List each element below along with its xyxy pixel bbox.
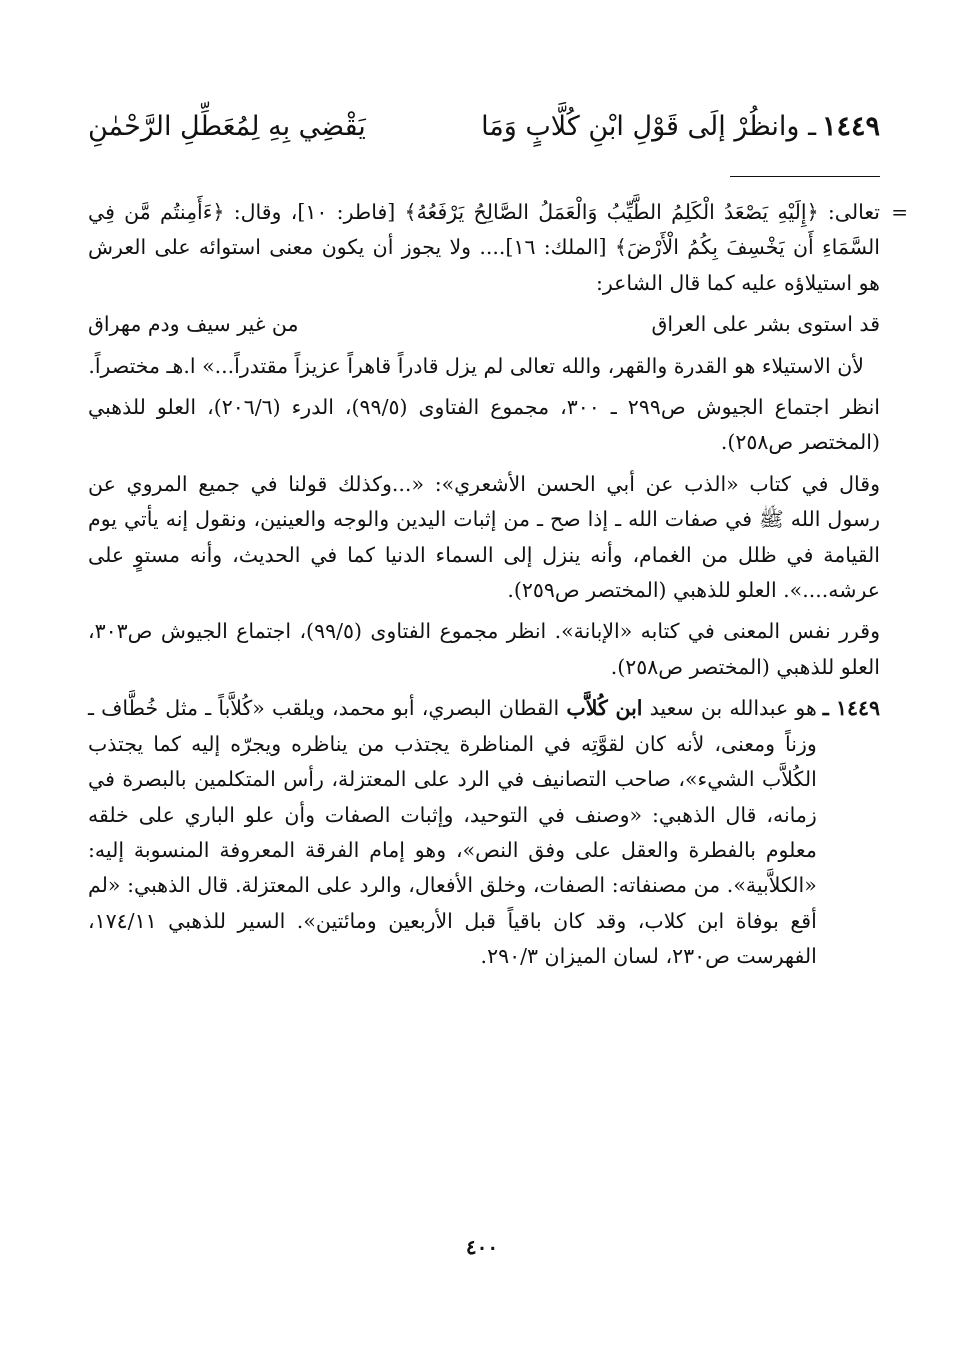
footnote-paragraph-1 xyxy=(88,195,908,301)
footnote-1449-name: ابن كُلاَّب xyxy=(566,696,643,721)
footnote-paragraph-2: لأن الاستيلاء هو القدرة والقهر، والله تعالى لم يزل قادراً قاهراً عزيزاً مقتدراً...» ا.هـ مختصراً. xyxy=(88,353,864,378)
footnote-paragraph-3: انظر اجتماع الجيوش ص٢٩٩ ـ ٣٠٠، مجموع الفتاوى (٩٩/٥)، الدرء (٢٠٦/٦)، العلو للذهبي (المختصر ص٢٥٨). xyxy=(88,395,880,455)
page-number: ٤٠٠ xyxy=(465,1235,499,1259)
footnote-paragraph-4: وقال في كتاب «الذب عن أبي الحسن الأشعري»: «...وكذلك قولنا في جميع المروي عن رسول الله ﷺ في صفات الله ـ إذا صح ـ من إثبات اليدين والوجه والعينين، ونقول إنه يأتي يوم القيامة في ظلل من الغمام، وأنه ينزل إلى السماء الدنيا كما في الحديث، وأنه مستوٍ على عرشه....». العلو للذهبي (المختصر ص٢٥٩). xyxy=(88,471,880,603)
quoted-poem-second-half: من غير سيف ودم مهراق xyxy=(88,312,299,337)
verse-first-hemistich xyxy=(481,100,880,154)
footnote-1449-text-before: هو عبدالله بن سعيد xyxy=(649,696,817,721)
quoted-poem-line xyxy=(88,307,880,342)
footnote-paragraph-5: وقرر نفس المعنى في كتابه «الإبانة». انظر مجموع الفتاوى (٩٩/٥)، اجتماع الجيوش ص٣٠٣، العلو للذهبي (المختصر ص٢٥٨). xyxy=(88,619,880,679)
continuation-mark: = xyxy=(891,200,908,224)
footnote-paragraph-1-text: تعالى: ﴿إِلَيْهِ يَصْعَدُ الْكَلِمُ الطَّيِّبُ وَالْعَمَلُ الصَّالِحُ يَرْفَعُهُ﴾ [فاطر: ١٠]، وقال: ﴿ءَأَمِنتُم مَّن فِي السَّمَاءِ أَن يَخْسِفَ بِكُمُ الْأَرْضَ﴾ [الملك: ١٦].... ولا يجوز أن يكون معنى استوائه على العرش هو استيلاؤه عليه كما قال الشاعر: xyxy=(88,200,880,295)
verse-second-hemistich: يَقْضِي بِهِ لِمُعَطِّلِ الرَّحْمٰنِ xyxy=(88,111,366,142)
verse-first-text: وانظُرْ إلَى قَوْلِ ابْنِ كُلَّابٍ وَمَا xyxy=(481,111,800,142)
verse-number: ١٤٤٩ xyxy=(821,111,880,142)
verse-dash: ـ xyxy=(808,111,816,142)
book-page xyxy=(88,100,908,1280)
footnote-number: ١٤٤٩ ـ xyxy=(822,696,880,721)
footnote-separator xyxy=(730,176,880,177)
footnote-1449-text xyxy=(88,691,817,974)
footnote-1449-text-after: القطان البصري، أبو محمد، ويلقب «كُلاَّباً ـ مثل خُطَّاف ـ وزناً ومعنى، لأنه كان لقوَّتِه في المناظرة يجتذب من يناظره ويجرّه إليه كما يجتذب الكُلاَّب الشيء»، صاحب التصانيف في الرد على المعتزلة، رأس المتكلمين بالبصرة في زمانه، قال الذهبي: «وصنف في التوحيد، وإثبات الصفات وأن علو الباري على خلقه معلوم بالفطرة والعقل على وفق النص»، وهو إمام الفرقة المعروفة المنسوبة إليه: «الكلاَّبية». من مصنفاته: الصفات، وخلق الأفعال، والرد على المعتزلة. قال الذهبي: «لم أقع بوفاة ابن كلاب، وقد كان باقياً قبل الأربعين ومائتين». السير للذهبي ١٧٤/١١، الفهرست ص٢٣٠، لسان الميزان ٢٩٠/٣. xyxy=(88,696,817,969)
poem-verse xyxy=(88,100,880,154)
footnotes xyxy=(88,195,908,975)
footnote-1449 xyxy=(88,691,880,974)
quoted-poem-first-half: قد استوى بشر على العراق xyxy=(651,312,880,337)
